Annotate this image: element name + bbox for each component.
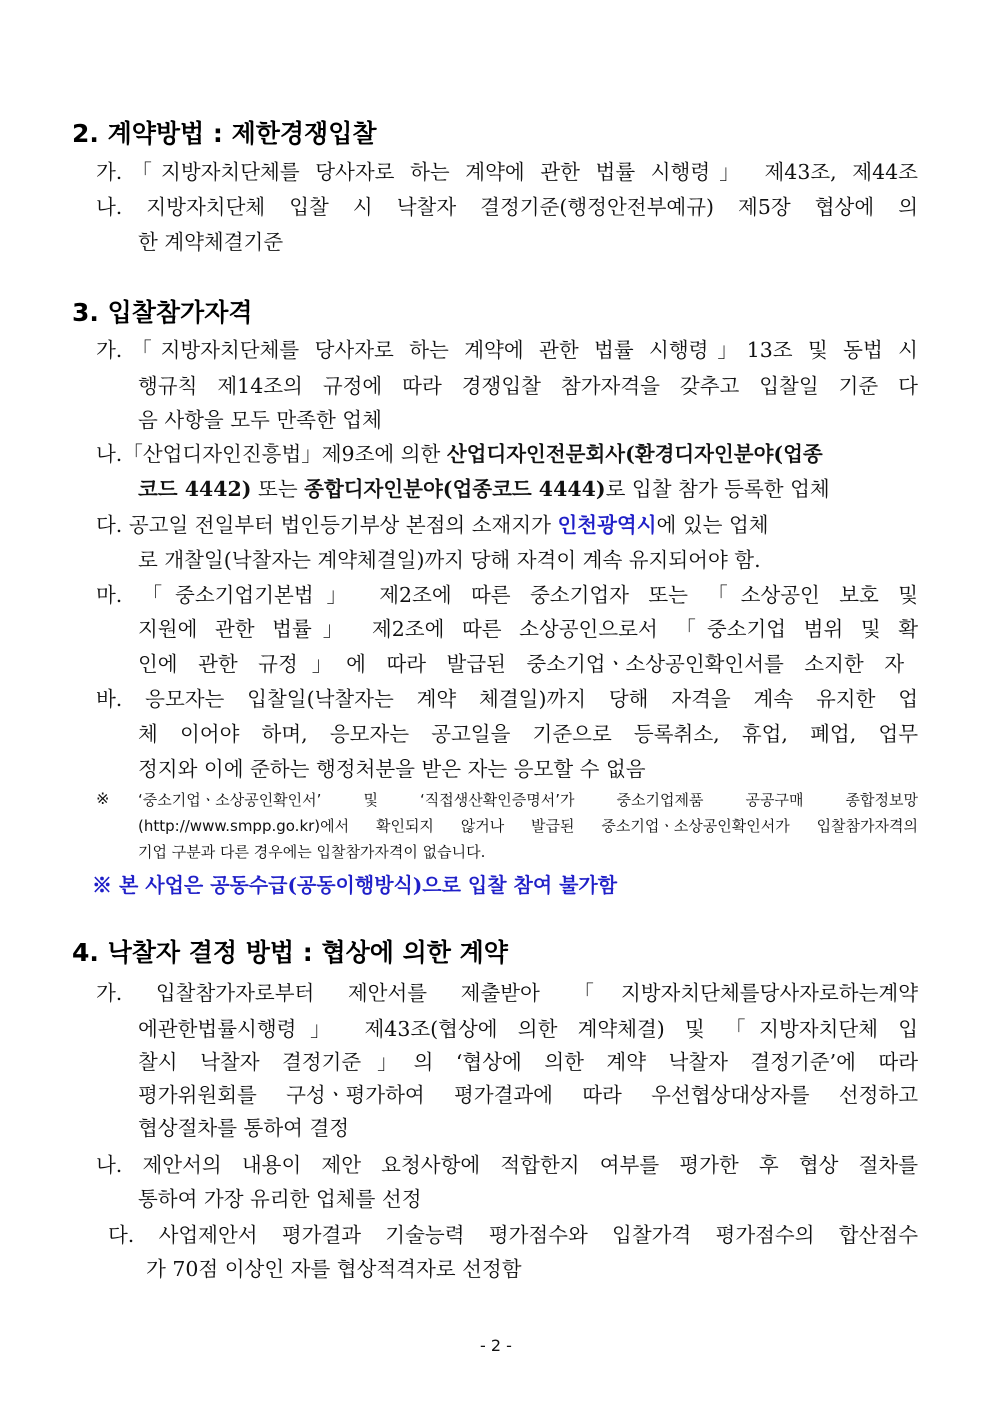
section-3-item-e-line-2: 체 이어야 하며, 응모자는 공고일을 기준으로 등록취소, 휴업, 폐업, 업무 (138, 722, 918, 746)
section-3-heading: 3. 입찰참가자격 (72, 298, 253, 327)
section-4-item-a-line-3: 찰시 낙찰자 결정기준」의 ‘협상에 의한 계약 낙찰자 결정기준’에 따라 (138, 1050, 918, 1074)
section-3-item-c-line-1: 다. 공고일 전일부터 법인등기부상 본점의 소재지가 인천광역시에 있는 업체 (96, 513, 769, 537)
note-line-3: 기업 구분과 다른 경우에는 입찰참가자격이 없습니다. (138, 843, 486, 861)
section-3-item-d-line-3: 인에 관한 규정」에 따라 발급된 중소기업ㆍ소상공인확인서를 소지한 자 (138, 652, 904, 676)
section-4-item-a-line-1: 가. 입찰참가자로부터 제안서를 제출받아 「지방자치단체를당사자로하는계약 (96, 981, 918, 1005)
section-3-item-d-line-1: 마. 「중소기업기본법」 제2조에 따른 중소기업자 또는 「소상공인 보호 및 (96, 583, 918, 607)
section-3-item-e-line-3: 정지와 이에 준하는 행정처분을 받은 자는 응모할 수 없음 (138, 757, 646, 781)
section-2-item-a: 가.「지방자치단체를 당사자로 하는 계약에 관한 법률 시행령」 제43조, 제44조 (96, 160, 918, 184)
section-4-item-a-line-2: 에관한법률시행령」 제43조(협상에 의한 계약체결) 및 「지방자치단체 입 (138, 1017, 918, 1041)
section-2-item-b: 나. 지방자치단체 입찰 시 낙찰자 결정기준(행정안전부예규) 제5장 협상에 의 (96, 195, 918, 219)
note-line-2: (http://www.smpp.go.kr)에서 확인되지 않거나 발급된 중소기업ㆍ소상공인확인서가 입찰참가자격의 (138, 817, 918, 835)
section-3-item-e-line-1: 바. 응모자는 입찰일(낙찰자는 계약 체결일)까지 당해 자격을 계속 유지한 업 (96, 687, 918, 711)
section-3-item-a-line-3: 음 사항을 모두 만족한 업체 (138, 408, 382, 432)
section-2-heading: 2. 계약방법 : 제한경쟁입찰 (72, 119, 377, 148)
section-4-item-a-line-4: 평가위원회를 구성ㆍ평가하여 평가결과에 따라 우선협상대상자를 선정하고 (138, 1083, 918, 1107)
section-4-item-a-line-5: 협상절차를 통하여 결정 (138, 1116, 350, 1140)
section-4-item-b-line-1: 나. 제안서의 내용이 제안 요청사항에 적합한지 여부를 평가한 후 협상 절차를 (96, 1153, 918, 1177)
section-4-item-b-line-2: 통하여 가장 유리한 업체를 선정 (138, 1187, 422, 1211)
section-3-item-a-line-2: 행규칙 제14조의 규정에 따라 경쟁입찰 참가자격을 갖추고 입찰일 기준 다 (138, 374, 918, 398)
section-3-item-d-line-2: 지원에 관한 법률」 제2조에 따른 소상공인으로서 「중소기업 범위 및 확 (138, 617, 918, 641)
note-mark: ※ (96, 789, 110, 808)
page-number: - 2 - (480, 1336, 512, 1355)
note-line-1: ‘중소기업ㆍ소상공인확인서’ 및 ‘직접생산확인증명서’가 중소기업제품 공공구매 종합정보망 (138, 791, 918, 809)
section-3-item-b-line-1: 나.「산업디자인진흥법」제9조에 의한 산업디자인전문회사(환경디자인분야(업종 (96, 442, 823, 466)
design-company-bold: 산업디자인전문회사(환경디자인분야(업종 (446, 442, 823, 466)
section-3-item-a-line-1: 가.「지방자치단체를 당사자로 하는 계약에 관한 법률 시행령」13조 및 동법 시 (96, 338, 918, 362)
section-4-item-c-line-2: 가 70점 이상인 자를 협상적격자로 선정함 (146, 1257, 522, 1281)
joint-bidding-warning: ※ 본 사업은 공동수급(공동이행방식)으로 입찰 참여 불가함 (92, 873, 618, 897)
section-4-item-c-line-1: 다. 사업제안서 평가결과 기술능력 평가점수와 입찰가격 평가점수의 합산점수 (108, 1223, 918, 1247)
section-3-item-c-line-2: 로 개찰일(낙찰자는 계약체결일)까지 당해 자격이 계속 유지되어야 함. (138, 548, 761, 572)
section-2-item-b-cont: 한 계약체결기준 (138, 230, 284, 254)
section-4-heading: 4. 낙찰자 결정 방법 : 협상에 의한 계약 (72, 938, 508, 967)
section-3-item-b-line-2: 코드 4442) 또는 종합디자인분야(업종코드 4444)로 입찰 참가 등록한 업체 (138, 477, 830, 501)
location-highlight: 인천광역시 (557, 513, 657, 537)
